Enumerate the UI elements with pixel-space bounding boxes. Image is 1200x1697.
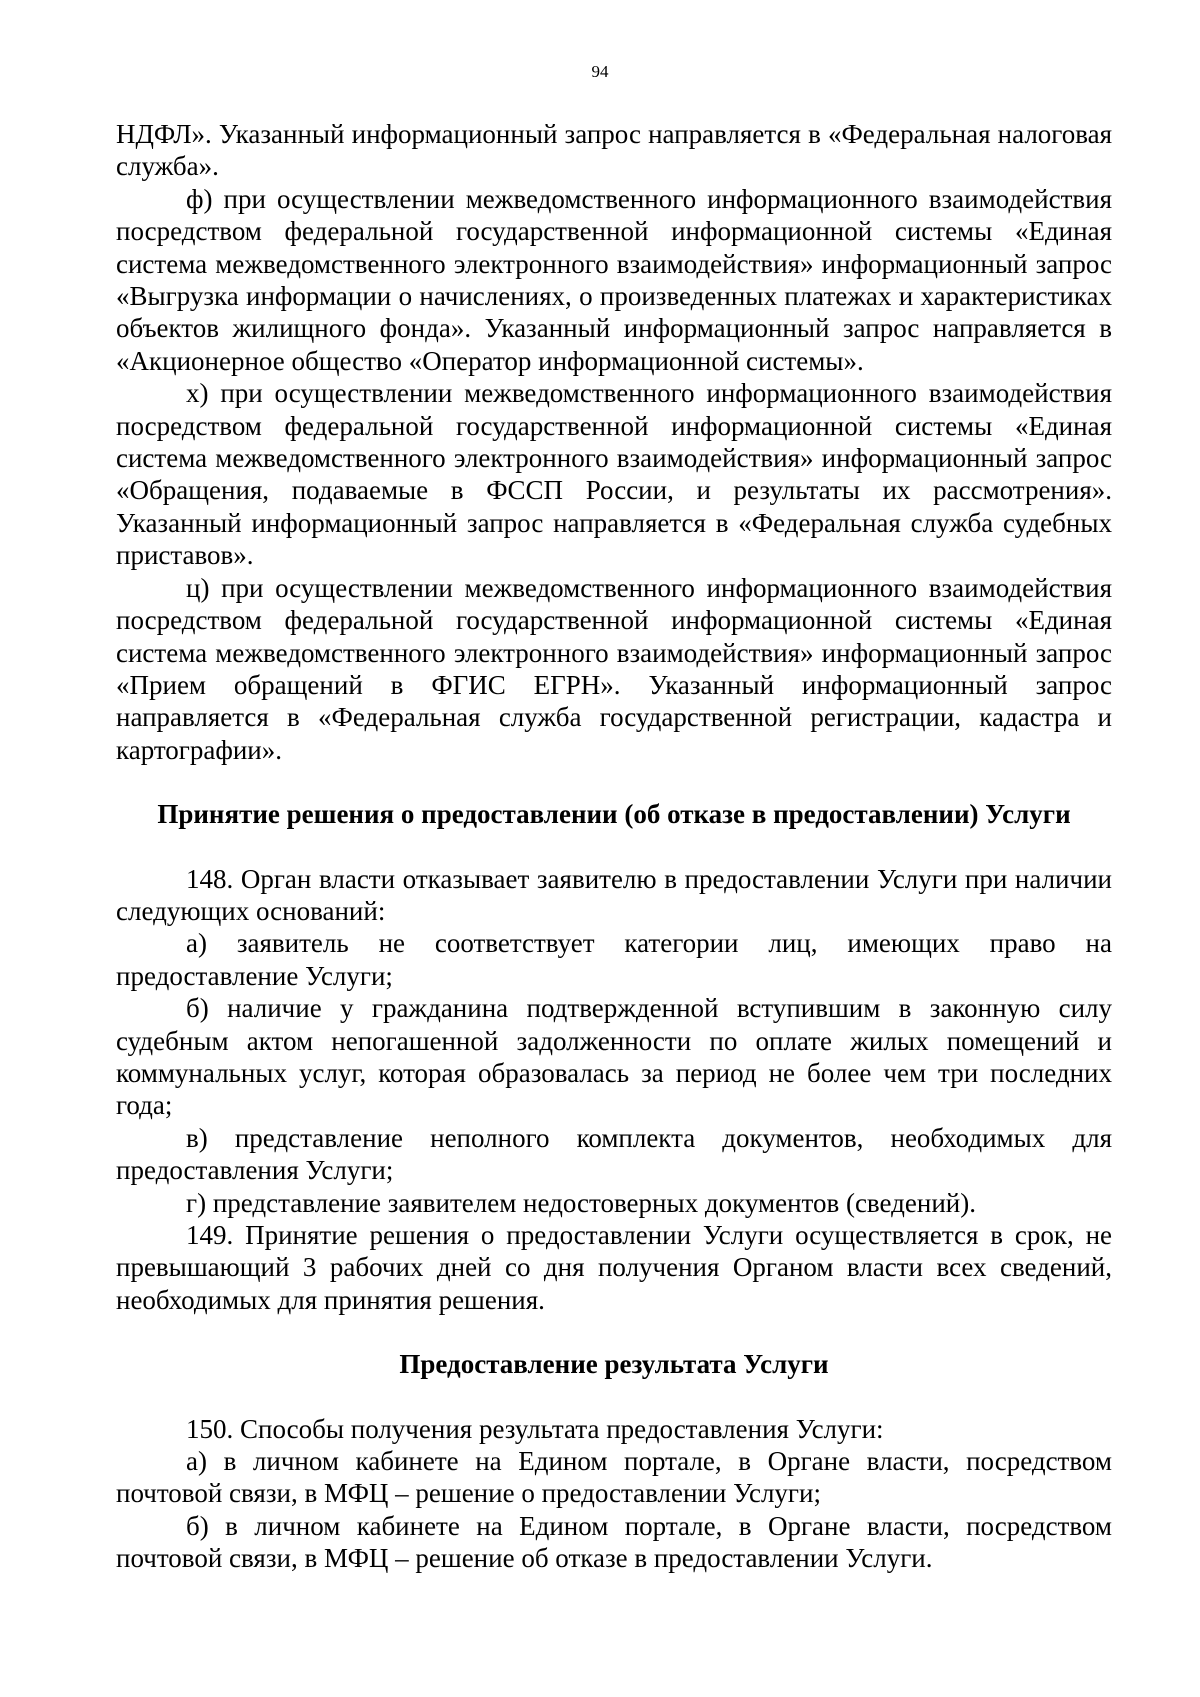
paragraph-150-a: а) в личном кабинете на Едином портале, в Органе власти, посредством почтовой связи, в МФЦ – решение о предоставлении Услуги; xyxy=(116,1446,1112,1509)
document-body xyxy=(116,118,1112,1575)
paragraph-item-ts: ц) при осуществлении межведомственного информационного взаимодействия посредством федеральной государственной информационной системы «Единая система межведомственного электронного взаимодействия» информационный запрос «Прием обращений в ФГИС ЕГРН». Указанный информационный запрос направляется в «Федеральная служба государственной регистрации, кадастра и картографии». xyxy=(116,572,1112,765)
paragraph-149: 149. Принятие решения о предоставлении Услуги осуществляется в срок, не превышающий 3 рабочих дней со дня получения Органом власти всех сведений, необходимых для принятия решения. xyxy=(116,1220,1112,1315)
paragraph-148-g: г) представление заявителем недостоверных документов (сведений). xyxy=(186,1187,976,1218)
paragraph-item-kh: х) при осуществлении межведомственного информационного взаимодействия посредством федеральной государственной информационной системы «Единая система межведомственного электронного взаимодействия» информационный запрос «Обращения, подаваемые в ФССП России, и результаты их рассмотрения». Указанный информационный запрос направляется в «Федеральная служба судебных приставов». xyxy=(116,378,1112,571)
page-number: 94 xyxy=(591,62,609,81)
paragraph-148: 148. Орган власти отказывает заявителю в предоставлении Услуги при наличии следующих оснований: xyxy=(116,863,1112,926)
paragraph-150-b: б) в личном кабинете на Едином портале, в Органе власти, посредством почтовой связи, в МФЦ – решение об отказе в предоставлении Услуги. xyxy=(116,1510,1112,1574)
paragraph-148-a: а) заявитель не соответствует категории лиц, имеющих право на предоставление Услуги; xyxy=(116,928,1112,991)
paragraph-item-f: ф) при осуществлении межведомственного информационного взаимодействия посредством федеральной государственной информационной системы «Единая система межведомственного электронного взаимодействия» информационный запрос «Выгрузка информации о начислениях, о произведенных платежах и характеристиках объектов жилищного фонда». Указанный информационный запрос направляется в «Акционерное общество «Оператор информационной системы». xyxy=(116,183,1112,376)
section-heading-decision: Принятие решения о предоставлении (об отказе в предоставлении) Услуги xyxy=(157,799,1071,830)
paragraph-150: 150. Способы получения результата предоставления Услуги: xyxy=(186,1413,884,1444)
paragraph-148-v: в) представление неполного комплекта документов, необходимых для предоставления Услуги; xyxy=(116,1122,1112,1186)
paragraph-148-b: б) наличие у гражданина подтвержденной вступившим в законную силу судебным актом непогашенной задолженности по оплате жилых помещений и коммунальных услуг, которая образовалась за период не более чем три последних года; xyxy=(116,993,1112,1121)
section-heading-result: Предоставление результата Услуги xyxy=(399,1349,829,1380)
paragraph: НДФЛ». Указанный информационный запрос направляется в «Федеральная налоговая служба». xyxy=(116,119,1112,182)
